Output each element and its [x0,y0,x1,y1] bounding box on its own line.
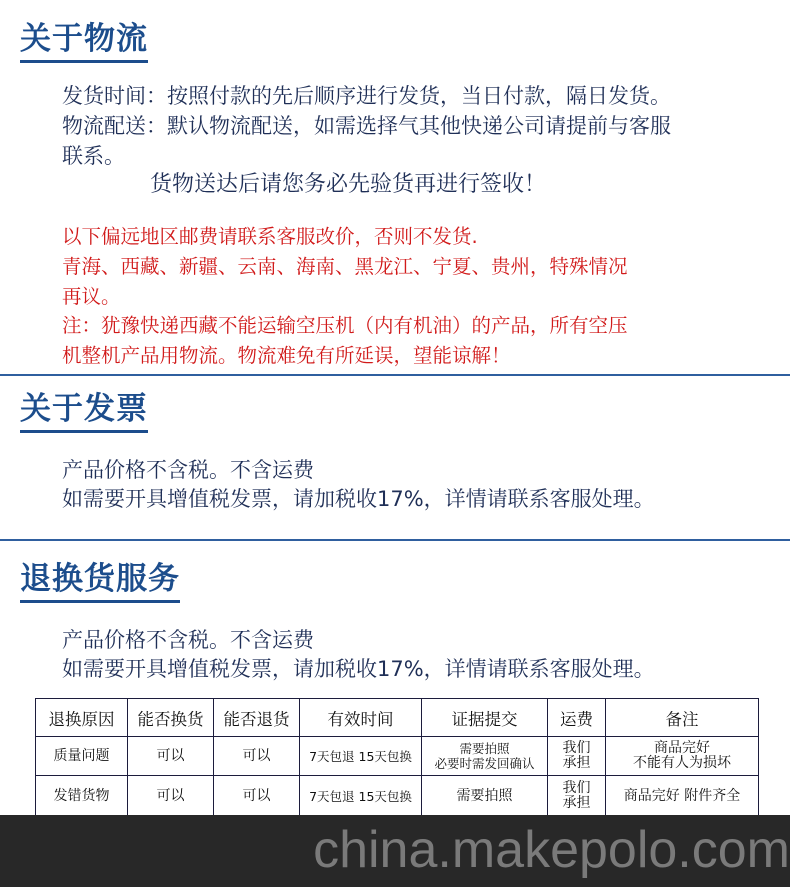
logistics-heading: 关于物流 [20,20,148,63]
header-remarks: 备注 [606,699,759,737]
table-row [36,776,759,817]
table-cell: 可以 [214,737,300,776]
returns-heading: 退换货服务 [20,560,180,603]
invoice-heading: 关于发票 [20,390,148,433]
compressor-note: 注：犹豫快递西藏不能运输空压机（内有机油）的产品，所有空压 [62,314,628,337]
table-cell: 质量问题 [36,737,128,776]
table-row [36,737,759,776]
header-exchange: 能否换货 [128,699,214,737]
remote-area-list: 青海、西藏、新疆、云南、海南、黑龙江、宁夏、贵州，特殊情况 [62,255,628,278]
delivery-method-text-cont: 联系。 [62,144,125,168]
table-cell: 商品完好 不能有人为损坏 [606,737,759,776]
returns-price-text: 产品价格不含税。不含运费 [62,628,314,652]
table-cell: 发错货物 [36,776,128,817]
invoice-tax-text: 如需要开具增值税发票，请加税收17%，详情请联系客服处理。 [62,487,655,511]
table-cell: 7天包退 15天包换 [300,776,422,817]
watermark-text: china.makepolo.com [313,821,790,879]
remote-area-note: 以下偏远地区邮费请联系客服改价，否则不发货. [62,225,478,248]
table-cell: 7天包退 15天包换 [300,737,422,776]
table-header-row [36,699,759,737]
header-shipping-fee: 运费 [548,699,606,737]
inspect-before-sign-text: 货物送达后请您务必先验货再进行签收！ [150,172,547,197]
table-cell: 可以 [128,737,214,776]
table-cell: 需要拍照 [422,776,548,817]
header-evidence: 证据提交 [422,699,548,737]
returns-tax-text: 如需要开具增值税发票，请加税收17%，详情请联系客服处理。 [62,657,655,681]
header-reason: 退换原因 [36,699,128,737]
compressor-note-cont: 机整机产品用物流。物流难免有所延误，望能谅解！ [62,344,511,367]
table-cell: 我们 承担 [548,776,606,817]
table-cell: 需要拍照 必要时需发回确认 [422,737,548,776]
table-cell: 我们 承担 [548,737,606,776]
section-divider [0,374,790,376]
remote-area-list-cont: 再议。 [62,285,121,308]
shipping-time-text: 发货时间：按照付款的先后顺序进行发货，当日付款，隔日发货。 [62,84,671,108]
section-divider [0,539,790,541]
invoice-price-text: 产品价格不含税。不含运费 [62,458,314,482]
header-refund: 能否退货 [214,699,300,737]
return-policy-table [35,698,759,817]
delivery-method-text: 物流配送：默认物流配送，如需选择气其他快递公司请提前与客服 [62,114,671,138]
table-cell: 可以 [214,776,300,817]
table-cell: 可以 [128,776,214,817]
table-cell: 商品完好 附件齐全 [606,776,759,817]
header-valid-period: 有效时间 [300,699,422,737]
